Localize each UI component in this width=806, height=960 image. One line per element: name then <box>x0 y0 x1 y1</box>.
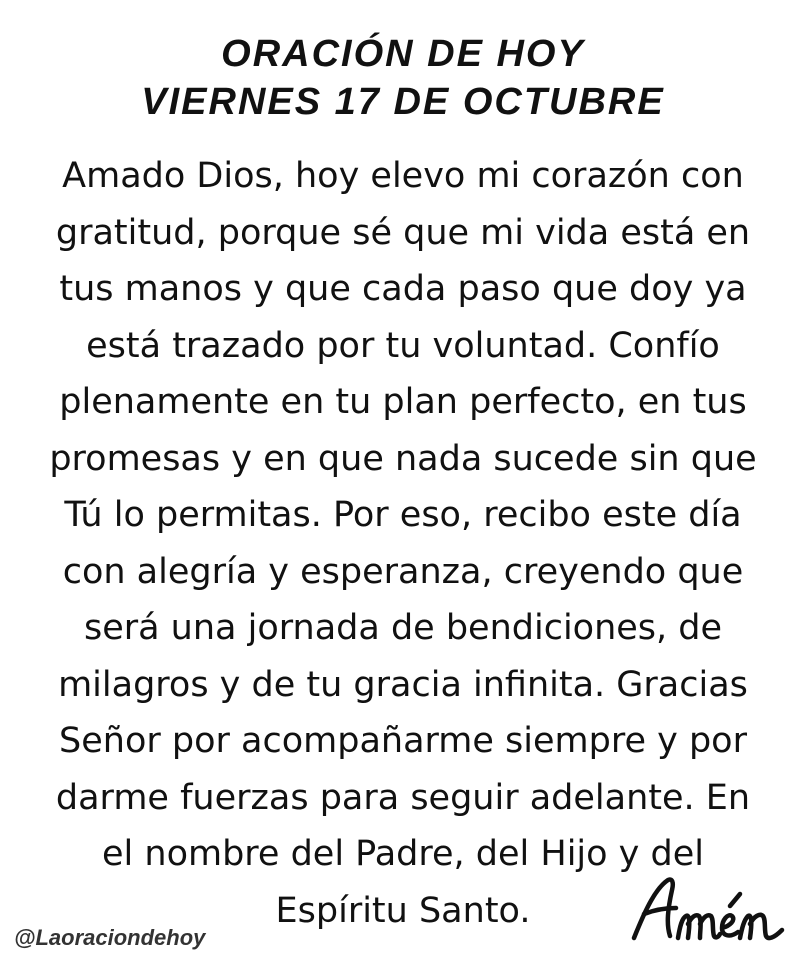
title-line-2: VIERNES 17 DE OCTUBRE <box>141 81 665 123</box>
prayer-line: el nombre del Padre, del Hijo y del <box>102 834 704 874</box>
social-handle: @Laoraciondehoy <box>14 925 206 950</box>
prayer-line: tus manos y que cada paso que doy ya <box>59 269 747 309</box>
prayer-line: darme fuerzas para seguir adelante. En <box>55 777 751 818</box>
title-line-1: ORACIÓN DE HOY <box>221 33 585 75</box>
prayer-line: Tú lo permitas. Por eso, recibo este día <box>64 495 742 535</box>
prayer-line: Espíritu Santo. <box>275 890 531 931</box>
prayer-line: está trazado por tu voluntad. Confío <box>86 325 720 366</box>
amen-signature <box>626 868 796 948</box>
prayer-line: con alegría y esperanza, creyendo que <box>62 551 744 592</box>
prayer-line: gratitud, porque sé que mi vida está en <box>55 212 751 253</box>
prayer-line: plenamente en tu plan perfecto, en tus <box>59 382 747 422</box>
prayer-line: milagros y de tu gracia infinita. Gracias <box>58 664 748 705</box>
prayer-text <box>10 148 796 939</box>
prayer-line: Amado Dios, hoy elevo mi corazón con <box>62 156 744 196</box>
prayer-line: promesas y en que nada sucede sin que <box>49 438 757 479</box>
page-title <box>0 30 806 126</box>
prayer-line: será una jornada de bendiciones, de <box>83 608 723 648</box>
prayer-line: Señor por acompañarme siempre y por <box>59 721 747 761</box>
